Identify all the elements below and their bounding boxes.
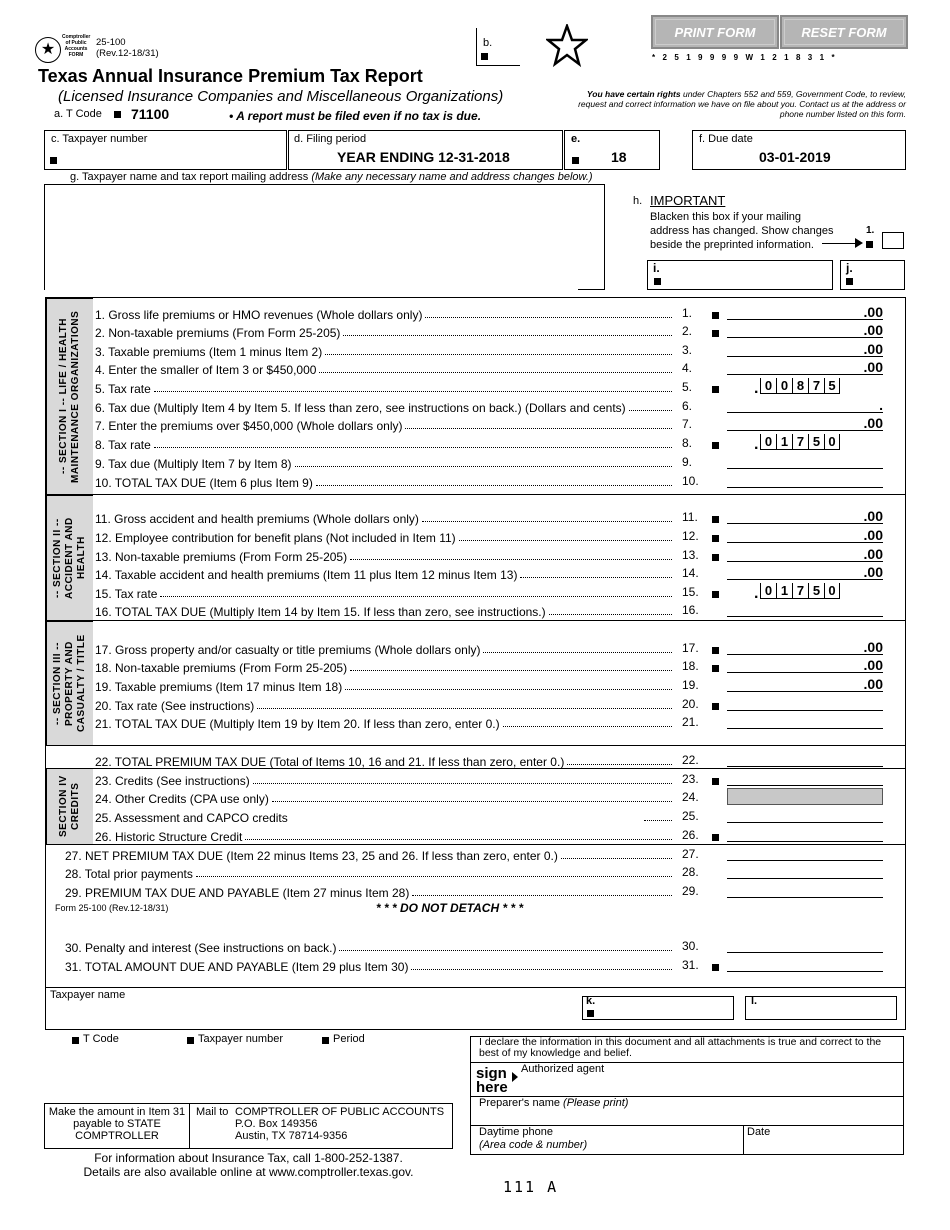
form-rev: (Rev.12-18/31) (96, 48, 159, 59)
amount-field-4[interactable]: .00 (727, 361, 883, 375)
field-h-label: h. (633, 195, 643, 207)
mail-address: COMPTROLLER OF PUBLIC ACCOUNTS P.O. Box 149356 Austin, TX 78714-9356 (235, 1106, 445, 1142)
divider (45, 745, 906, 746)
do-not-detach: * * * DO NOT DETACH * * * (376, 901, 524, 915)
marker-square-icon (481, 53, 488, 60)
marker-square-icon (846, 278, 853, 285)
tax-rate-field (760, 434, 840, 450)
field-b[interactable] (476, 28, 520, 66)
line-number: 6. (682, 399, 693, 413)
line-22: 22. TOTAL PREMIUM TAX DUE (Total of Items 10, 16 and 21. If less than zero, enter 0.) (95, 751, 675, 769)
line-number: 12. (682, 529, 699, 543)
amount-field-27[interactable] (727, 847, 883, 861)
filing-notice: • A report must be filed even if no tax is due. (229, 109, 482, 123)
marker-square-icon (322, 1037, 329, 1044)
line-number: 21. (682, 715, 699, 729)
rate-digit: 0 (760, 378, 776, 394)
form-number: 25-100 (96, 37, 126, 48)
cpa-only-field (727, 788, 883, 805)
tcode-label: a. T Code (54, 108, 102, 120)
divider (45, 494, 906, 495)
address-change-checkbox[interactable] (882, 232, 904, 249)
line-number: 23. (682, 772, 699, 786)
marker-square-icon (187, 1037, 194, 1044)
rate-digit: 7 (808, 378, 824, 394)
important-heading: IMPORTANT (650, 193, 726, 208)
line-7: 7. Enter the premiums over $450,000 (Whole dollars only) (95, 415, 675, 433)
amount-field-22[interactable] (727, 753, 883, 767)
amount-field-23[interactable] (727, 772, 883, 786)
line-number: 13. (682, 548, 699, 562)
rate-digit: 5 (808, 434, 824, 450)
rate-digit: 0 (824, 583, 840, 599)
marker-square-icon (712, 591, 719, 598)
amount-field-13[interactable]: .00 (727, 548, 883, 562)
field-e-label: e. (571, 133, 581, 145)
tax-rate-field (760, 583, 840, 599)
line-5: 5. Tax rate (95, 378, 675, 396)
line-14: 14. Taxable accident and health premiums (Item 11 plus Item 12 minus Item 13) (95, 564, 675, 582)
line-13: 13. Non-taxable premiums (From Form 25-205) (95, 546, 675, 564)
line-number: 15. (682, 585, 699, 599)
address-change-num: 1. (866, 225, 875, 236)
amount-field-29[interactable] (727, 884, 883, 898)
amount-field-6[interactable]: . (727, 399, 883, 413)
form-code: 111 A (503, 1178, 559, 1196)
marker-square-icon (866, 241, 873, 248)
rate-digit: 8 (792, 378, 808, 394)
line-2: 2. Non-taxable premiums (From Form 25-205) (95, 322, 675, 340)
taxpayer-number-field[interactable] (44, 130, 287, 170)
taxpayer-name-label: Taxpayer name (50, 989, 126, 1001)
authorized-agent-label: Authorized agent (521, 1063, 605, 1075)
line-4: 4. Enter the smaller of Item 3 or $450,000 (95, 359, 675, 377)
rate-digit: 5 (808, 583, 824, 599)
amount-field-11[interactable]: .00 (727, 510, 883, 524)
field-k-label: k. (586, 995, 596, 1007)
mail-to-label: Mail to (196, 1106, 229, 1118)
line-number: 1. (682, 306, 693, 320)
line-26: 26. Historic Structure Credit (95, 826, 675, 844)
line-number: 22. (682, 753, 699, 767)
line-29: 29. PREMIUM TAX DUE AND PAYABLE (Item 27 minus Item 28) (65, 882, 675, 900)
rate-digit: 7 (792, 434, 808, 450)
rate-digit: 1 (776, 583, 792, 599)
amount-field-9[interactable] (727, 455, 883, 469)
seal-text: Comptroller of Public Accounts FORM (62, 34, 91, 58)
line-1: 1. Gross life premiums or HMO revenues (Whole dollars only) (95, 304, 675, 322)
marker-square-icon (712, 554, 719, 561)
field-k[interactable] (582, 996, 734, 1020)
amount-field-7[interactable]: .00 (727, 417, 883, 431)
marker-square-icon (654, 278, 661, 285)
footer-period-label: Period (333, 1033, 365, 1045)
filing-period-label: d. Filing period (294, 133, 367, 145)
amount-field-10[interactable] (727, 474, 883, 488)
filing-period-value: YEAR ENDING 12-31-2018 (337, 149, 510, 165)
marker-square-icon (712, 665, 719, 672)
marker-square-icon (712, 703, 719, 710)
line-number: 4. (682, 361, 693, 375)
line-12: 12. Employee contribution for benefit plans (Not included in Item 11) (95, 527, 675, 545)
divider (578, 289, 605, 290)
amount-field-3[interactable]: .00 (727, 343, 883, 357)
footer-taxpayer-number-label: Taxpayer number (198, 1033, 283, 1045)
line-11: 11. Gross accident and health premiums (Whole dollars only) (95, 508, 675, 526)
amount-field-18[interactable]: .00 (727, 659, 883, 673)
rate-digit: 0 (776, 378, 792, 394)
line-number: 11. (682, 510, 698, 524)
marker-square-icon (712, 516, 719, 523)
line-16: 16. TOTAL TAX DUE (Multiply Item 14 by Item 15. If less than zero, see instructions.) (95, 601, 675, 619)
line-17: 17. Gross property and/or casualty or title premiums (Whole dollars only) (95, 639, 675, 657)
mailing-address-label: g. Taxpayer name and tax report mailing address (Make any necessary name and address changes below.) (70, 171, 593, 183)
marker-square-icon (114, 111, 121, 118)
marker-square-icon (712, 312, 719, 319)
divider (93, 768, 906, 769)
line-31: 31. TOTAL AMOUNT DUE AND PAYABLE (Item 29 plus Item 30) (65, 956, 675, 974)
amount-field-20[interactable] (727, 697, 883, 711)
line-number: 14. (682, 566, 699, 580)
field-b-label: b. (483, 37, 493, 49)
line-number: 30. (682, 939, 699, 953)
line-23: 23. Credits (See instructions) (95, 770, 675, 788)
print-form-button[interactable]: PRINT FORM (651, 15, 779, 49)
marker-square-icon (712, 778, 719, 785)
section-2-label: -- SECTION II -- ACCIDENT AND HEALTH (46, 495, 93, 620)
marker-square-icon (712, 330, 719, 337)
marker-square-icon (712, 964, 719, 971)
line-number: 20. (682, 697, 699, 711)
marker-square-icon (712, 535, 719, 542)
line-number: 2. (682, 324, 693, 338)
address-change-text: Blacken this box if your mailing address has changed. Show changes beside the preprinted information. (650, 211, 834, 251)
page-title: Texas Annual Insurance Premium Tax Report (38, 66, 423, 86)
line-number: 26. (682, 828, 699, 842)
line-9: 9. Tax due (Multiply Item 7 by Item 8) (95, 453, 675, 471)
field-l-label: l. (751, 995, 758, 1007)
line-number: 31. (682, 958, 699, 972)
line-21: 21. TOTAL TAX DUE (Multiply Item 19 by Item 20. If less than zero, enter 0.) (95, 713, 675, 731)
reset-form-button[interactable]: RESET FORM (780, 15, 908, 49)
amount-field-19[interactable]: .00 (727, 678, 883, 692)
rate-digit: 1 (776, 434, 792, 450)
field-e-value: 18 (611, 149, 627, 165)
marker-square-icon (712, 647, 719, 654)
line-number: 25. (682, 809, 699, 823)
line-number: 9. (682, 455, 693, 469)
line-number: 7. (682, 417, 693, 431)
seal-star-icon: ★ (35, 37, 61, 63)
amount-field-31[interactable] (727, 958, 883, 972)
tcode-value: 71100 (131, 106, 170, 122)
marker-square-icon (587, 1010, 594, 1017)
divider (189, 1103, 190, 1149)
section-4-label: SECTION IV CREDITS (46, 768, 93, 844)
date-label: Date (747, 1126, 771, 1138)
sign-here: sign here (476, 1065, 508, 1096)
filing-period-field (288, 130, 563, 170)
marker-square-icon (50, 157, 57, 164)
marker-square-icon (712, 834, 719, 841)
line-number: 28. (682, 865, 699, 879)
amount-field-1[interactable]: .00 (727, 306, 883, 320)
line-18: 18. Non-taxable premiums (From Form 25-205) (95, 657, 675, 675)
due-date-label: f. Due date (699, 133, 753, 145)
amount-field-2[interactable]: .00 (727, 324, 883, 338)
amount-field-21[interactable] (727, 715, 883, 729)
arrow-right-icon (855, 238, 863, 248)
rights-notice (560, 89, 906, 119)
field-j-label: j. (846, 261, 853, 275)
taxpayer-number-label: c. Taxpayer number (51, 133, 148, 145)
line-number: 8. (682, 436, 693, 450)
marker-square-icon (72, 1037, 79, 1044)
field-e (564, 130, 660, 170)
marker-square-icon (572, 157, 579, 164)
footer-tcode-label: T Code (83, 1033, 119, 1045)
line-20: 20. Tax rate (See instructions) (95, 695, 675, 713)
preparer-label: Preparer's name (Please print) (479, 1097, 629, 1109)
field-l[interactable] (745, 996, 897, 1020)
line-number: 17. (682, 641, 699, 655)
amount-field-26[interactable] (727, 828, 883, 842)
marker-square-icon (712, 386, 719, 393)
line-19: 19. Taxable premiums (Item 17 minus Item 18) (95, 676, 675, 694)
due-date-value: 03-01-2019 (759, 149, 831, 165)
line-8: 8. Tax rate (95, 434, 675, 452)
amount-field-30[interactable] (727, 939, 883, 953)
line-number: 27. (682, 847, 699, 861)
line-number: 5. (682, 380, 693, 394)
tax-rate-field (760, 378, 840, 394)
line-25: 25. Assessment and CAPCO credits (95, 807, 675, 825)
section-1-label: -- SECTION I -- LIFE / HEALTH MAINTENANCE ORGANIZATIONS (46, 298, 93, 494)
star-icon (546, 24, 588, 71)
line-number: 3. (682, 343, 693, 357)
rate-digit: 0 (760, 583, 776, 599)
amount-field-25[interactable] (727, 809, 883, 823)
line-28: 28. Total prior payments (65, 863, 675, 881)
amount-field-28[interactable] (727, 865, 883, 879)
amount-field-12[interactable]: .00 (727, 529, 883, 543)
line-number: 18. (682, 659, 699, 673)
daytime-phone-label: Daytime phone (Area code & number) (479, 1126, 588, 1151)
amount-field-17[interactable]: .00 (727, 641, 883, 655)
decimal-point: . (754, 380, 759, 397)
line-15: 15. Tax rate (95, 583, 675, 601)
rights-text: under Chapters 552 and 559, Government Code, to review, request and correct information we have on file about you. Contact us at the address or phone number listed on this form. (578, 89, 906, 119)
rate-digit: 5 (824, 378, 840, 394)
line-number: 19. (682, 678, 699, 692)
amount-field-16[interactable] (727, 603, 883, 617)
preparer-name-field[interactable] (470, 1097, 904, 1125)
line-24: 24. Other Credits (CPA use only) (95, 788, 675, 806)
signature-field[interactable] (470, 1063, 904, 1096)
decimal-point: . (754, 585, 759, 602)
page-subtitle: (Licensed Insurance Companies and Miscellaneous Organizations) (58, 88, 504, 105)
form-ref: Form 25-100 (Rev.12-18/31) (55, 903, 169, 913)
line-number: 10. (682, 474, 699, 488)
line-30: 30. Penalty and interest (See instructions on back.) (65, 937, 675, 955)
due-date-field (692, 130, 906, 170)
rights-bold: You have certain rights (586, 89, 681, 99)
divider (45, 620, 906, 621)
line-27: 27. NET PREMIUM TAX DUE (Item 22 minus Items 23, 25 and 26. If less than zero, enter 0.) (65, 845, 675, 863)
info-text: For information about Insurance Tax, call 1-800-252-1387. Details are also available online at www.comptroller.texas.gov. (83, 1151, 414, 1179)
barcode-text: *2519999W121831* (652, 53, 843, 62)
declaration-text: I declare the information in this document and all attachments is true and correct to the best of my knowledge and belief. (479, 1036, 882, 1059)
section-3-label: -- SECTION III -- PROPERTY AND CASUALTY / TITLE (46, 621, 93, 745)
line-number: 16. (682, 603, 699, 617)
payable-text: Make the amount in Item 31 payable to STATE COMPTROLLER (48, 1106, 186, 1142)
line-number: 24. (682, 790, 699, 804)
rate-digit: 7 (792, 583, 808, 599)
field-i-label: i. (653, 261, 660, 275)
divider (743, 1125, 744, 1155)
line-3: 3. Taxable premiums (Item 1 minus Item 2) (95, 341, 675, 359)
amount-field-14[interactable]: .00 (727, 566, 883, 580)
line-10: 10. TOTAL TAX DUE (Item 6 plus Item 9) (95, 472, 675, 490)
rate-digit: 0 (760, 434, 776, 450)
field-j[interactable] (840, 260, 905, 290)
rate-digit: 0 (824, 434, 840, 450)
mailing-address-box[interactable] (44, 184, 605, 290)
line-number: 29. (682, 884, 699, 898)
marker-square-icon (712, 442, 719, 449)
line-6: 6. Tax due (Multiply Item 4 by Item 5. If less than zero, see instructions on back.) (Dollars and cents) (95, 397, 675, 415)
field-i[interactable] (647, 260, 833, 290)
decimal-point: . (754, 436, 759, 453)
